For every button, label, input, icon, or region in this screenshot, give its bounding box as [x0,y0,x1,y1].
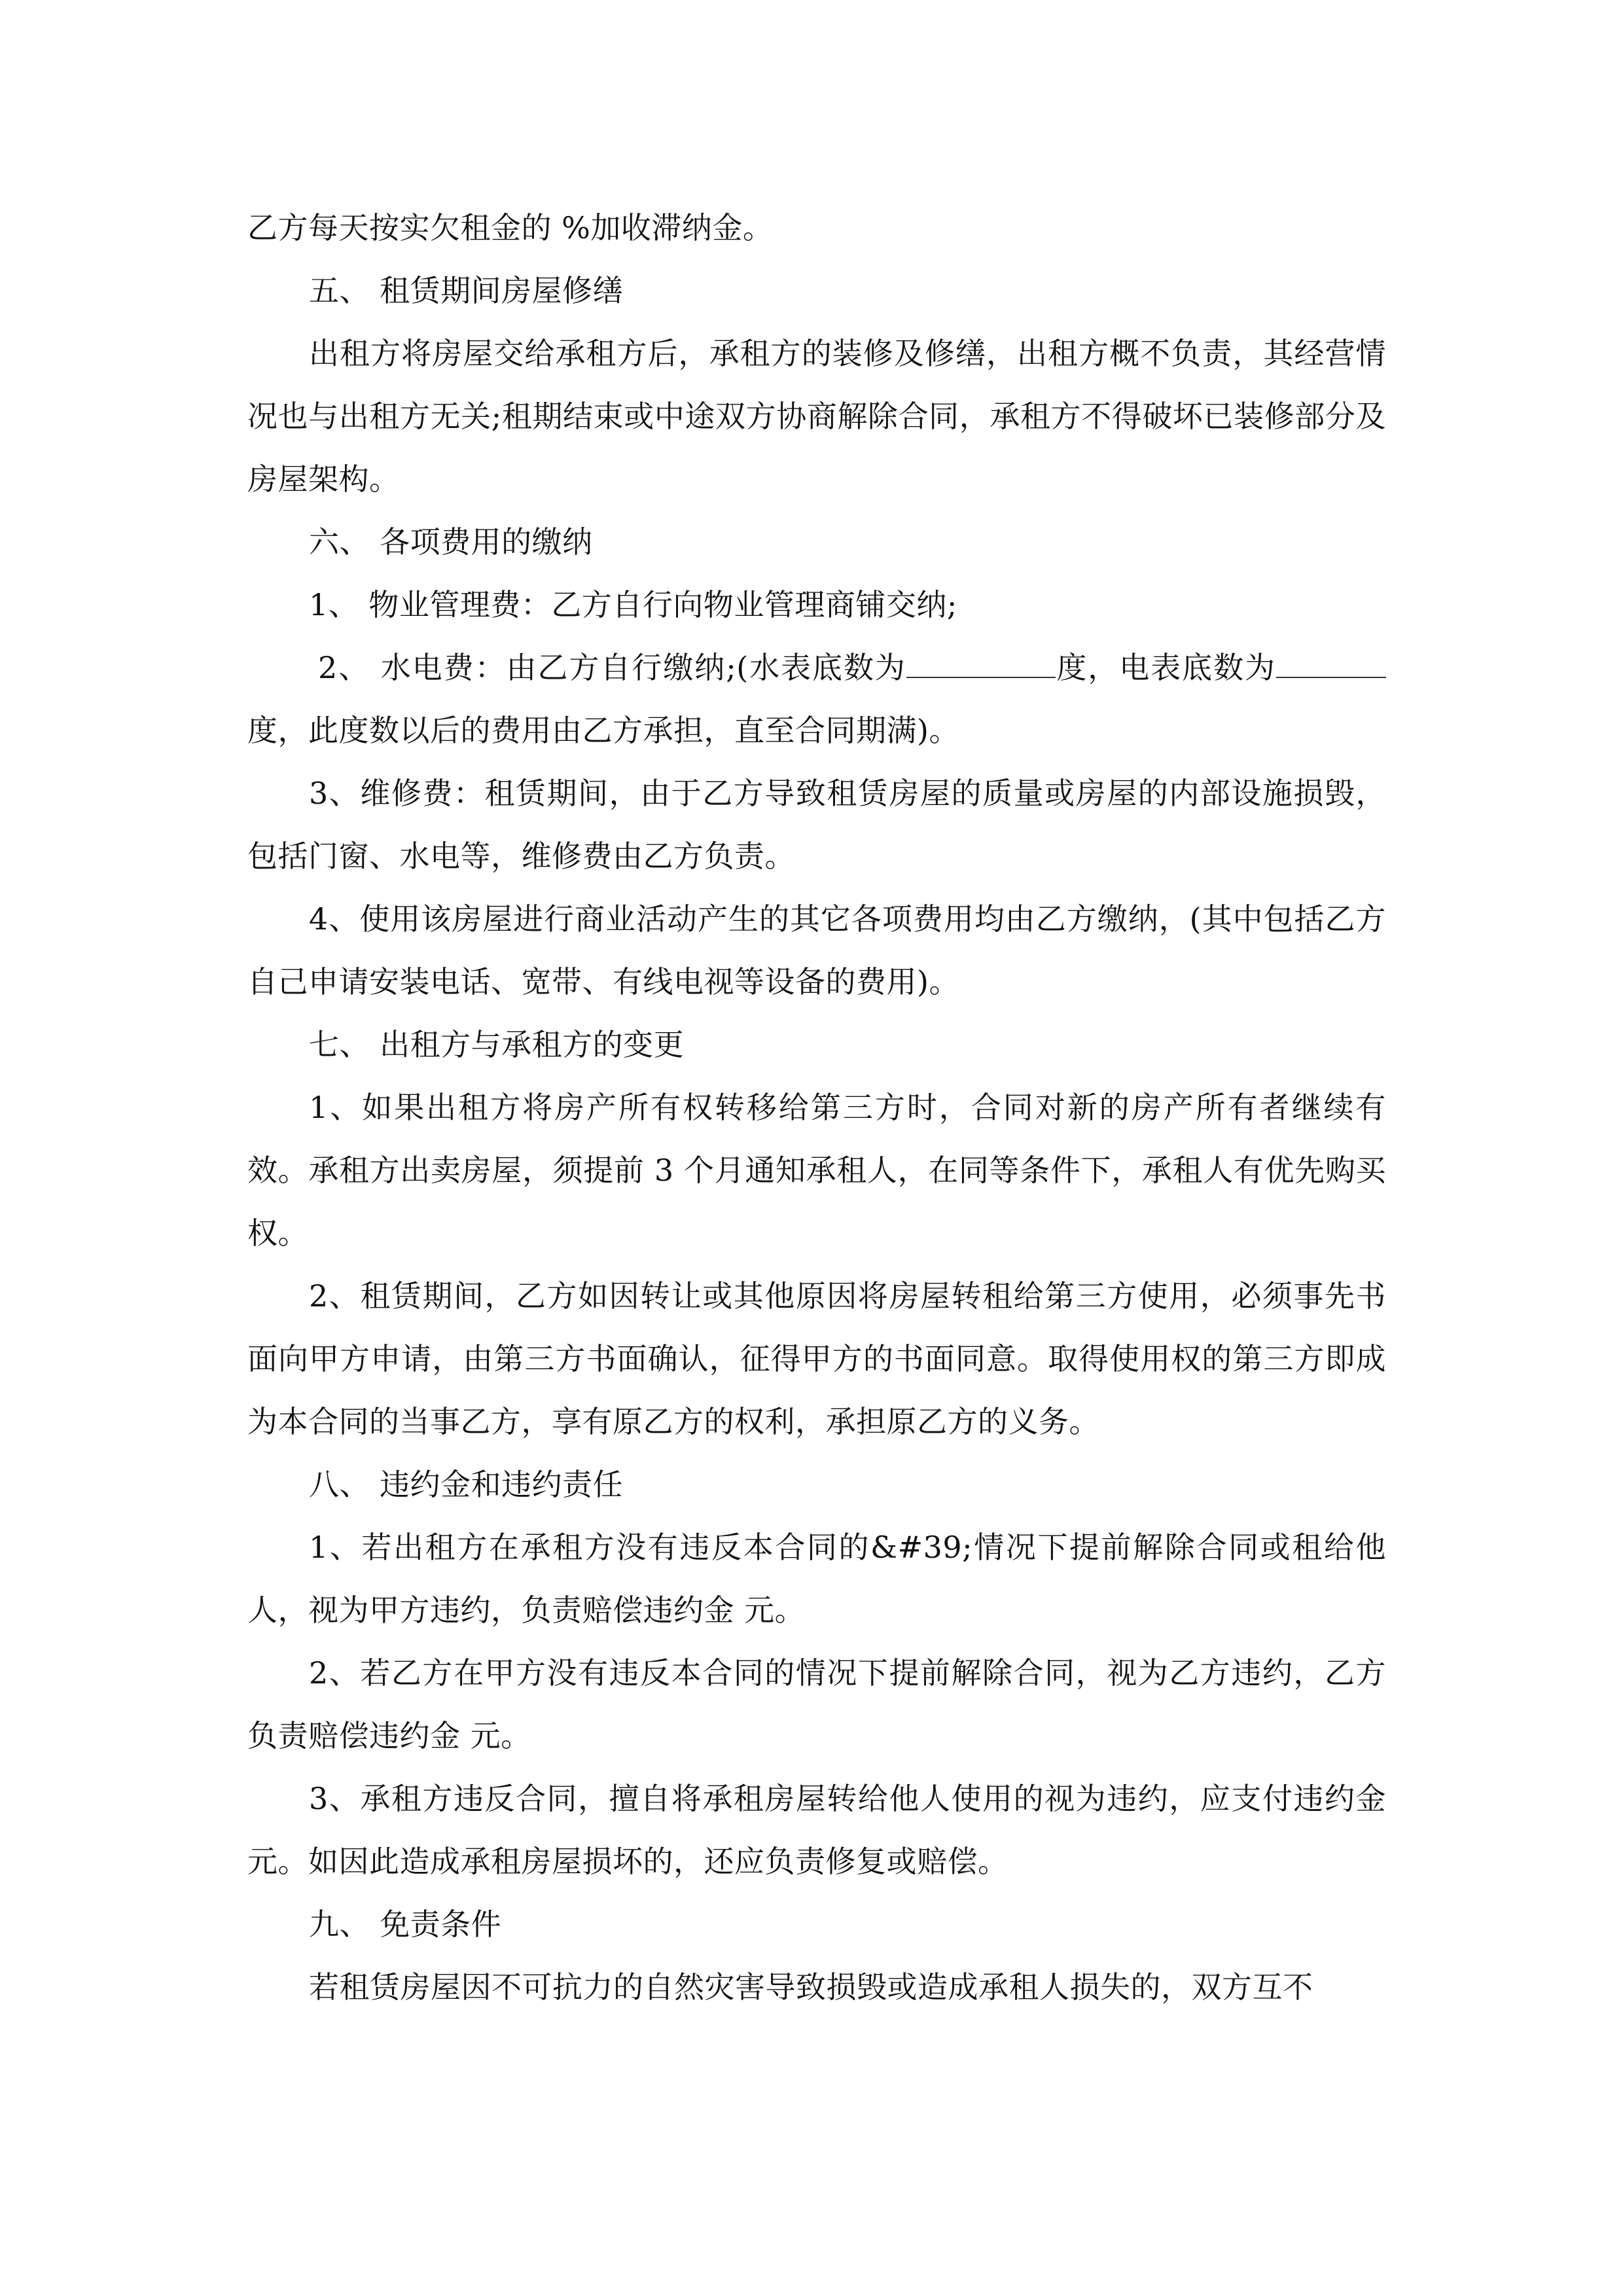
utility-fee-text-3: 度，此度数以后的费用由乙方承担，直至合同期满)。 [247,713,959,748]
paragraph-late-fee: 乙方每天按实欠租金的 %加收滞纳金。 [247,210,774,245]
section-heading-changes: 七、 出租方与承租方的变更 [309,1027,685,1062]
section-heading-exemption: 九、 免责条件 [309,1907,502,1942]
paragraph-breach-lessee: 2、若乙方在甲方没有违反本合同的情况下提前解除合同，视为乙方违约，乙方负责赔偿违约金 元。 [247,1655,1386,1753]
section-heading-breach: 八、 违约金和违约责任 [309,1467,624,1502]
paragraph-maintenance-fee: 3、维修费：租赁期间，由于乙方导致租赁房屋的质量或房屋的内部设施损毁，包括门窗、水电等，维修费由乙方负责。 [247,776,1386,874]
section-heading-fees: 六、 各项费用的缴纳 [309,524,593,560]
paragraph-repairs: 出租方将房屋交给承租方后，承租方的装修及修缮，出租方概不负责，其经营情况也与出租方无关;租期结束或中途双方协商解除合同，承租方不得破坏已装修部分及房屋架构。 [247,336,1386,497]
utility-fee-text-2: 度，电表底数为 [1055,650,1276,685]
paragraph-exemption: 若租赁房屋因不可抗力的自然灾害导致损毁或造成承租人损失的，双方互不 [309,1969,1313,2005]
paragraph-breach-lessor: 1、若出租方在承租方没有违反本合同的&#39;情况下提前解除合同或租给他人，视为甲方违约，负责赔偿违约金 元。 [247,1530,1386,1628]
paragraph-utility-fee [247,636,1386,762]
paragraph-breach-transfer: 3、承租方违反合同，擅自将承租房屋转给他人使用的视为违约，应支付违约金 元。如因此造成承租房屋损坏的，还应负责修复或赔偿。 [247,1781,1386,1879]
section-heading-repairs: 五、 租赁期间房屋修缮 [309,273,624,308]
paragraph-other-fees: 4、使用该房屋进行商业活动产生的其它各项费用均由乙方缴纳，(其中包括乙方自己申请安装电话、宽带、有线电视等设备的费用)。 [247,901,1386,999]
electric-meter-blank [1276,647,1386,678]
paragraph-sublease: 2、租赁期间，乙方如因转让或其他原因将房屋转租给第三方使用，必须事先书面向甲方申请，由第三方书面确认，征得甲方的书面同意。取得使用权的第三方即成为本合同的当事乙方，享有原乙方的权利，承担原乙方的义务。 [247,1278,1386,1439]
document-body [247,196,1386,2018]
paragraph-ownership-transfer: 1、如果出租方将房产所有权转移给第三方时，合同对新的房产所有者继续有效。承租方出卖房屋，须提前 3 个月通知承租人，在同等条件下，承租人有优先购买权。 [247,1090,1386,1251]
water-meter-blank [906,647,1056,678]
utility-fee-text-1: 2、 水电费：由乙方自行缴纳;(水表底数为 [318,650,906,685]
paragraph-property-fee: 1、 物业管理费：乙方自行向物业管理商铺交纳; [309,587,957,622]
